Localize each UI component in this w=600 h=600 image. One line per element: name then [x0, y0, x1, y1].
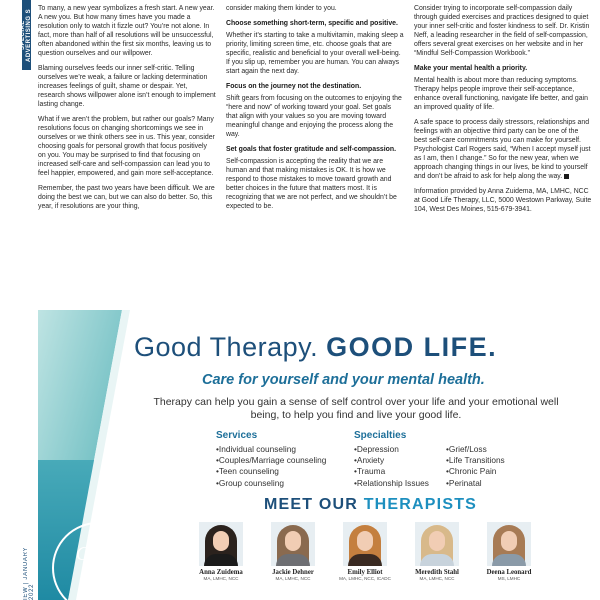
- meet-heading-plain: MEET OUR: [264, 496, 359, 513]
- therapist-photo: [343, 522, 387, 566]
- article-subheading: Focus on the journey not the destination.: [226, 83, 362, 90]
- article-paragraph: [414, 118, 592, 181]
- therapist-credentials: MA, LMHC, NCC: [419, 576, 455, 581]
- list-item: • Teen counseling: [216, 466, 326, 477]
- list-item: • Depression: [354, 444, 429, 455]
- therapist-name: Deena Leonard: [486, 569, 532, 576]
- list-item: • Grief/Loss: [446, 444, 505, 455]
- therapist-card: [330, 522, 400, 581]
- end-of-article-mark: [564, 174, 569, 179]
- therapist-credentials: MS, LMHC: [497, 576, 521, 581]
- article-paragraph: Whether it’s starting to take a multivitamin, making sleep a priority, limiting screen time, etc. choose goals that are specific, realistic and beneficial to your overall well-being. If you slip up, remember you are human. You can always start again the next day.: [226, 32, 404, 75]
- list-item: • Trauma: [354, 466, 429, 477]
- article-subheading: Set goals that foster gratitude and self-compassion.: [226, 146, 396, 153]
- services-list: [216, 444, 326, 489]
- therapist-credentials: MA, LMHC, NCC, ICADC: [339, 576, 391, 581]
- specialties-list-1: [354, 444, 429, 489]
- therapist-card: [474, 522, 544, 581]
- therapist-name: Jackie Dehner: [272, 569, 314, 576]
- list-item: • Individual counseling: [216, 444, 326, 455]
- specialties-list-2: [446, 444, 505, 489]
- ad-headline-bold: GOOD LIFE.: [326, 332, 498, 362]
- article-paragraph: To many, a new year symbolizes a fresh start. A new year. A new you. But how many times have you made a resolution only to watch it fizzle out? You’re not alone. In fact, more than half of all resolutions will be unsuccessful, often abandoned within the first six months, leaving us to question ourselves and our willpower.: [38, 5, 215, 57]
- therapist-card: [186, 522, 256, 581]
- good-life-therapy-advertisement: [38, 310, 600, 600]
- therapist-credentials: MA, LMHC, NCC: [203, 576, 239, 581]
- article-attribution: Information provided by Anna Zuidema, MA, LMHC, NCC at Good Life Therapy, LLC, 5000 Westown Parkway, Suite 104, West Des Moines, 515-679-3941.: [414, 188, 592, 213]
- list-item: • Couples/Marriage counseling: [216, 455, 326, 466]
- list-item: • Relationship Issues: [354, 478, 429, 489]
- article-subheading: Choose something short-term, specific and positive.: [226, 20, 398, 27]
- article-subheading: Make your mental health a priority.: [414, 65, 528, 72]
- therapist-name: Emily Elliot: [347, 569, 383, 576]
- meet-heading-highlight: THERAPISTS: [363, 496, 478, 513]
- services-heading: Services: [216, 430, 258, 441]
- therapist-card: [258, 522, 328, 581]
- list-item: • Perinatal: [446, 478, 505, 489]
- article-paragraph: consider making them kinder to you.: [226, 5, 337, 12]
- list-item: • Life Transitions: [446, 455, 505, 466]
- article-paragraph: Blaming ourselves feeds our inner self-critic. Telling ourselves we’re weak, a failure or lacking determination increases feelings of guilt, shame or despair. Yet, research shows willpower alone isn’t enough to implement lasting change.: [38, 65, 216, 108]
- therapist-name: Meredith Stahl: [415, 569, 459, 576]
- article-paragraph: Shift gears from focusing on the outcomes to enjoying the “here and now” of working toward your goal. Set goals that align with your values so you are moving toward meaningful change and enjoying the process along the way.: [226, 95, 402, 138]
- issue-date-label: IEW | JANUARY 2022: [23, 546, 35, 600]
- therapist-credentials: MA, LMHC, NCC: [275, 576, 311, 581]
- article-paragraph: Consider trying to incorporate self-compassion daily through guided exercises and practices designed to quiet your inner self-critic and foster kindness to self. Dr. Kristin Neff, a leading researcher in the field of self-compassion, offers several great exercises on her website and in her “Mindful Self-Compassion Workbook.”: [414, 5, 590, 57]
- therapist-photo: [415, 522, 459, 566]
- list-item: • Chronic Pain: [446, 466, 505, 477]
- article-paragraph: Self-compassion is accepting the reality that we are human and that making mistakes is OK. It is how we respond to those mistakes to move toward growth and better choices in the future that matters most. It is recognizing that we are not perfect, and we shouldn’t be expected to be.: [226, 158, 397, 210]
- therapist-photo: [487, 522, 531, 566]
- meet-therapists-heading: [264, 496, 477, 514]
- logo-line: Life: [82, 563, 114, 585]
- ad-headline: [134, 332, 497, 363]
- therapist-card: [402, 522, 472, 581]
- article-paragraph: Remember, the past two years have been difficult. We are doing the best we can, but we can also do better. So, this year, if resolutions are your thing,: [38, 185, 215, 210]
- therapist-photo: [199, 522, 243, 566]
- ad-description: Therapy can help you gain a sense of self control over your life and your emotional well being, to help you find and live your good life.: [153, 396, 559, 421]
- therapist-photo: [271, 522, 315, 566]
- article-column-3: [414, 4, 592, 220]
- special-advertising-label: SPECIAL ADVERTISING S: [20, 8, 32, 62]
- list-item: • Group counseling: [216, 478, 326, 489]
- article-column-2: [226, 4, 404, 217]
- ad-headline-light: Good Therapy.: [134, 332, 319, 362]
- article-paragraph: Mental health is about more than reducing symptoms. Therapy helps people improve their self-acceptance, enhance overall functioning, navigate life better, and gain an improved quality of life.: [414, 77, 588, 111]
- specialties-heading: Specialties: [354, 430, 407, 441]
- article-column-1: [38, 4, 216, 217]
- ad-subheadline: Care for yourself and your mental health.: [202, 372, 485, 388]
- article-paragraph: What if we aren’t the problem, but rather our goals? Many resolutions focus on changing shortcomings we see in ourselves or we think others see in us. This year, consider choosing goals for personal growth that focus positively on you. You may be surprised to find that focusing on increased self-care and self-compassion can lead you to feel happier, empowered, and gain more self-acceptance.: [38, 116, 215, 177]
- logo-line: Good: [75, 543, 121, 565]
- article-paragraph-text: A safe space to process daily stressors, relationships and feelings with an objective third party can be one of the best self-care commitments you can make for yourself. Psychologist Carl Rogers said, “When I accept myself just as I am, then I change.” So for the new year, when we approach changing things in our lives, be kind to yourself and don’t be afraid to ask for help along the way.: [414, 119, 591, 180]
- therapist-name: Anna Zuidema: [199, 569, 243, 576]
- list-item: • Anxiety: [354, 455, 429, 466]
- logo-text: [58, 544, 138, 584]
